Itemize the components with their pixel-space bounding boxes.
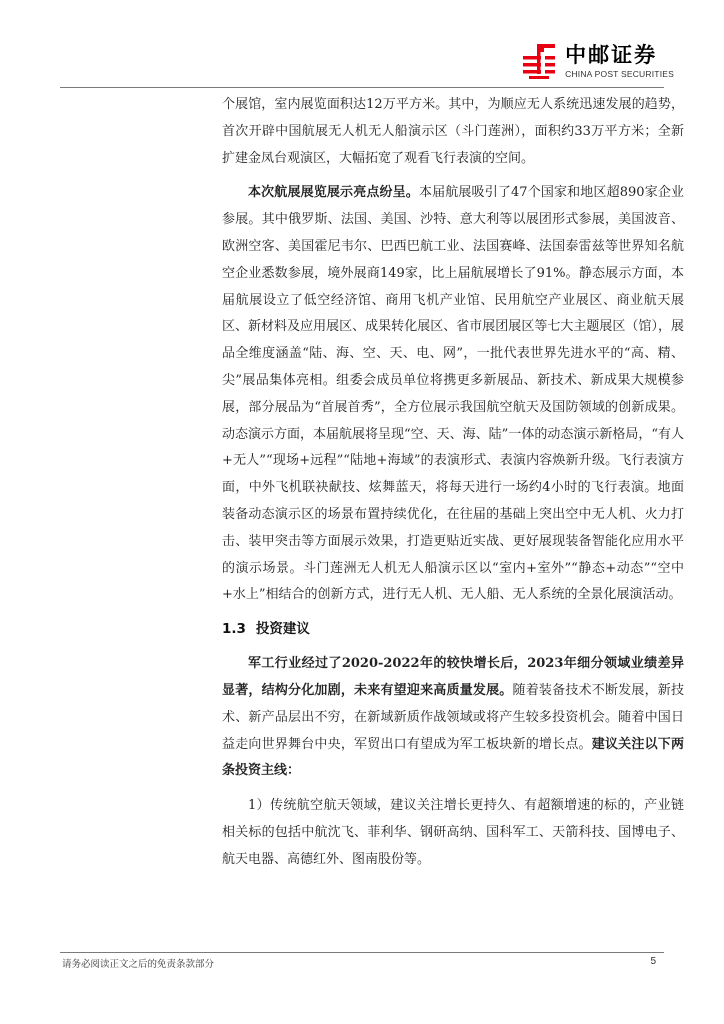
page-number: 5 [650,956,656,967]
outlook-conclusion: 建议关注以下两条投资主线： [222,736,684,779]
main-content [222,92,684,874]
section-number: 1.3 [222,621,246,638]
brand-logo [521,40,674,82]
brand-name-cn: 中邮证券 [565,43,658,67]
paragraph-exhibition-highlights [222,180,684,609]
section-heading [222,617,684,641]
highlights-lead: 本次航展展览展示亮点纷呈。 [248,185,419,201]
highlights-body: 本届航展吸引了47个国家和地区超890家企业参展。其中俄罗斯、法国、美国、沙特、意大利等以展团形式参展，美国波音、欧洲空客、美国霍尼韦尔、巴西巴航工业、法国赛峰、法国泰雷兹等世界知名航空企业悉数参展，境外展商149家，比上届航展增长了91%。静态展示方面，本届航展设立了低空经济馆、商用飞机产业馆、民用航空产业展区、商业航天展区、新材料及应用展区、成果转化展区、省市展团展区等七大主题展区（馆），展品全维度涵盖“陆、海、空、天、电、网”，一批代表世界先进水平的“高、精、尖”展品集体亮相。组委会成员单位将携更多新展品、新技术、新成果大规模参展，部分展品为“首展首秀”，全方位展示我国航空航天及国防领域的创新成果。动态演示方面，本届航展将呈现“空、天、海、陆”一体的动态演示新格局，“有人+无人”“现场+远程”“陆地+海域”的表演形式、表演内容焕新升级。飞行表演方面，中外飞机联袂献技、炫舞蓝天，将每天进行一场约4小时的飞行表演。地面装备动态演示区的场景布置持续优化，在往届的基础上突出空中无人机、火力打击、装甲突击等方面展示效果，打造更贴近实战、更好展现装备智能化应用水平的演示场景。斗门莲洲无人机无人船演示区以“室内+室外”“静态+动态”“空中+水上”相结合的创新方式，进行无人机、无人船、无人系统的全景化展演活动。 [222,185,684,603]
header-divider [60,87,664,88]
outlook-lead: 军工行业经过了2020-2022年的较快增长后，2023年细分领域业绩差异显著，结构分化加剧，未来有望迎来高质量发展。 [222,656,684,698]
footer-divider [60,952,664,953]
china-post-logo-icon [521,40,557,82]
disclaimer-note: 请务必阅读正文之后的免责条款部分 [62,959,215,970]
outlook-body: 随着装备技术不断发展，新技术、新产品层出不穷，在新域新质作战领域或将产生较多投资机会。随着中国日益走向世界舞台中央，军贸出口有望成为军工板块新的增长点。 [222,682,684,752]
paragraph-investment-outlook [222,651,684,785]
paragraph-main-line-1: 1）传统航空航天领域，建议关注增长更持久、有超额增速的标的，产业链相关标的包括中航沈飞、菲利华、钢研高纳、国科军工、天箭科技、国博电子、航天电器、高德红外、图南股份等。 [222,798,684,867]
page-header [0,0,724,90]
paragraph-exhibition-venue: 个展馆，室内展览面积达12万平方米。其中，为顺应无人系统迅速发展的趋势，首次开辟中国航展无人机无人船演示区（斗门莲洲），面积约33万平方米；全新扩建金凤台观演区，大幅拓宽了观看飞行表演的空间。 [222,97,684,166]
section-title: 投资建议 [255,621,310,638]
brand-name-en: CHINA POST SECURITIES [565,69,674,79]
